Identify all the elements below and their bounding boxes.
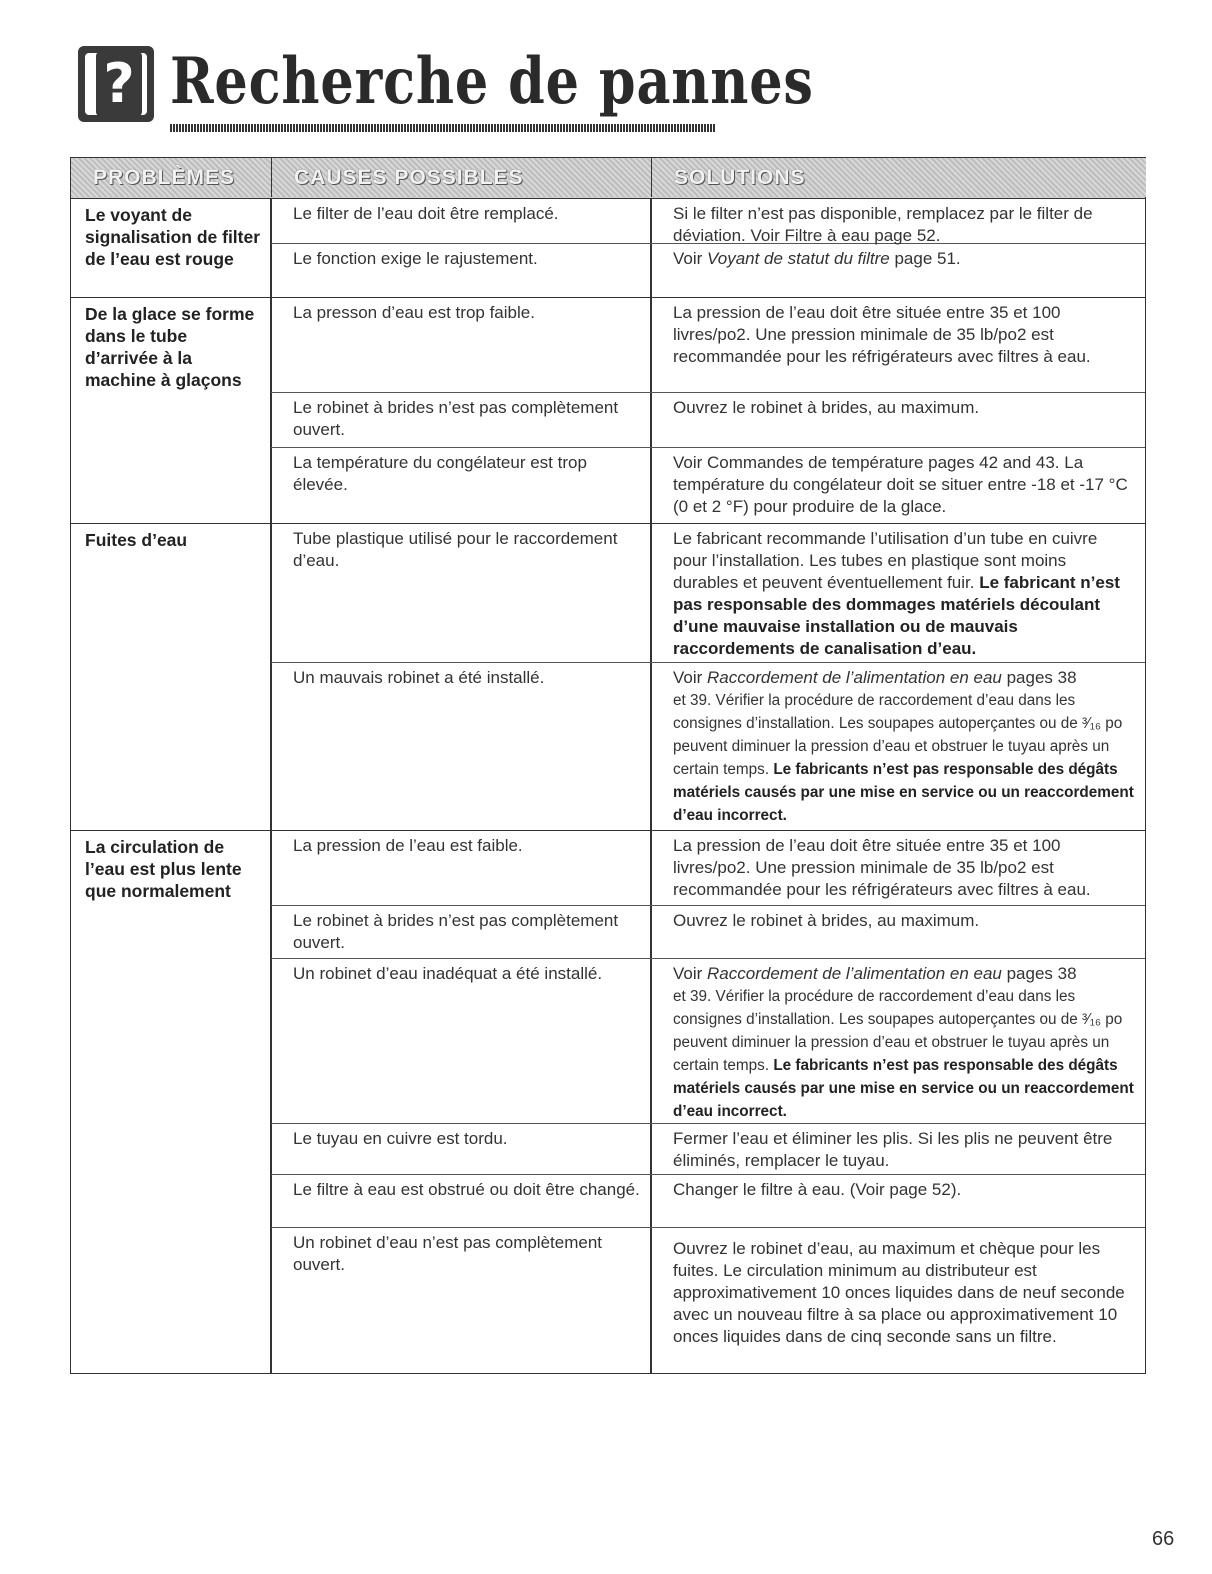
solution-cell: Ouvrez le robinet à brides, au maximum.	[673, 911, 980, 930]
problem-label: La circulation de l’eau est plus lente que normalement	[85, 837, 242, 901]
cause-cell: Le robinet à brides n’est pas complètement ouvert.	[293, 911, 619, 952]
troubleshooting-table	[70, 157, 1146, 1374]
table-row	[271, 831, 1145, 906]
page-number: 66	[1152, 1528, 1175, 1550]
table-row	[271, 1124, 1145, 1175]
question-mark-icon: ?	[78, 46, 154, 122]
table-header	[70, 157, 1146, 199]
solution-cell: Ouvrez le robinet à brides, au maximum.	[673, 398, 980, 417]
solution-cell: La pression de l’eau doit être située entre 35 et 100 livres/po2. Une pression minimale de 35 lb/po2 est recommandée pour les réfrigérateurs avec filtres à eau.	[673, 836, 1091, 899]
solution-cell: Voir Voyant de statut du filtre page 51.	[673, 249, 961, 268]
problem-group	[70, 831, 1146, 1374]
table-row	[271, 298, 1145, 393]
cause-cell: La pression de l’eau est faible.	[293, 836, 523, 855]
table-row	[271, 959, 1145, 1124]
cause-cell: Le filter de l’eau doit être remplacé.	[293, 204, 559, 223]
cause-cell: Le tuyau en cuivre est tordu.	[293, 1129, 508, 1148]
solution-cell: Voir Raccordement de l’alimentation en eau pages 38 et 39. Vérifier la procédure de raccordement d’eau dans les consignes d’installation. Les soupapes autoperçantes ou de ³⁄₁₆ po peuvent diminuer la pression d’eau et obstruer le tuyau après un certain temps. Le fabricants n’est pas responsable des dégâts matériels causés par une mise en service ou un reaccordement d’eau incorrect.	[673, 964, 1134, 1120]
column-header-problems: PROBLÈMES	[71, 158, 271, 197]
table-row	[271, 244, 1145, 297]
column-header-causes: CAUSES POSSIBLES	[271, 158, 651, 197]
problem-label: De la glace se forme dans le tube d’arrivée à la machine à glaçons	[85, 304, 255, 390]
table-row	[271, 663, 1145, 830]
cause-cell: La température du congélateur est trop élevée.	[293, 453, 587, 494]
page-header	[78, 44, 814, 134]
solution-cell: Voir Raccordement de l’alimentation en eau pages 38 et 39. Vérifier la procédure de raccordement d’eau dans les consignes d’installation. Les soupapes autoperçantes ou de ³⁄₁₆ po peuvent diminuer la pression d’eau et obstruer le tuyau après un certain temps. Le fabricants n’est pas responsable des dégâts matériels causés par une mise en service ou un reaccordement d’eau incorrect.	[673, 668, 1134, 824]
solution-cell: Fermer l’eau et éliminer les plis. Si les plis ne peuvent être éliminés, remplacer le tuyau.	[673, 1129, 1113, 1170]
table-row	[271, 199, 1145, 244]
cause-cell: Le robinet à brides n’est pas complètement ouvert.	[293, 398, 619, 439]
problem-group	[70, 298, 1146, 524]
problem-label: Le voyant de signalisation de filter de l’eau est rouge	[85, 205, 261, 269]
table-row	[271, 448, 1145, 523]
table-row	[271, 524, 1145, 663]
solution-cell: Ouvrez le robinet d’eau, au maximum et chèque pour les fuites. Le circulation minimum au distributeur est approximativement 10 onces liquides dans de neuf seconde avec un nouveau filtre à sa place ou approximativement 10 onces liquides dans de cinq seconde sans un filtre.	[673, 1239, 1125, 1346]
table-row	[271, 906, 1145, 959]
solution-cell: Si le filter n’est pas disponible, remplacez par le filter de déviation. Voir Filtre à eau page 52.	[673, 204, 1093, 245]
cause-cell: Le fonction exige le rajustement.	[293, 249, 538, 268]
table-row	[271, 393, 1145, 448]
problem-group	[70, 524, 1146, 831]
cause-cell: Tube plastique utilisé pour le raccordement d’eau.	[293, 529, 618, 570]
cause-cell: Le filtre à eau est obstrué ou doit être changé.	[293, 1180, 640, 1199]
solution-cell: La pression de l’eau doit être située entre 35 et 100 livres/po2. Une pression minimale de 35 lb/po2 est recommandée pour les réfrigérateurs avec filtres à eau.	[673, 303, 1091, 366]
cause-cell: Un mauvais robinet a été installé.	[293, 668, 545, 687]
solution-cell: Le fabricant recommande l’utilisation d’un tube en cuivre pour l’installation. Les tubes en plastique sont moins durables et peuvent éventuellement fuir. Le fabricant n’est pas responsable des dommages matériels découlant d’une mauvaise installation ou de mauvais raccordements de canalisation d’eau.	[673, 529, 1120, 658]
title-underline	[170, 124, 716, 132]
column-header-solutions: SOLUTIONS	[651, 158, 1146, 197]
cause-cell: La presson d’eau est trop faible.	[293, 303, 535, 322]
problem-label: Fuites d’eau	[85, 530, 188, 550]
page-title: Recherche de pannes	[170, 44, 814, 119]
solution-cell: Changer le filtre à eau. (Voir page 52).	[673, 1180, 962, 1199]
cause-cell: Un robinet d’eau inadéquat a été installé.	[293, 964, 603, 983]
table-row	[271, 1175, 1145, 1228]
cause-cell: Un robinet d’eau n’est pas complètement ouvert.	[293, 1233, 603, 1274]
solution-cell: Voir Commandes de température pages 42 and 43. La température du congélateur doit se situer entre -18 et -17 °C (0 et 2 °F) pour produire de la glace.	[673, 453, 1128, 516]
table-row	[271, 1228, 1145, 1373]
problem-group	[70, 199, 1146, 298]
